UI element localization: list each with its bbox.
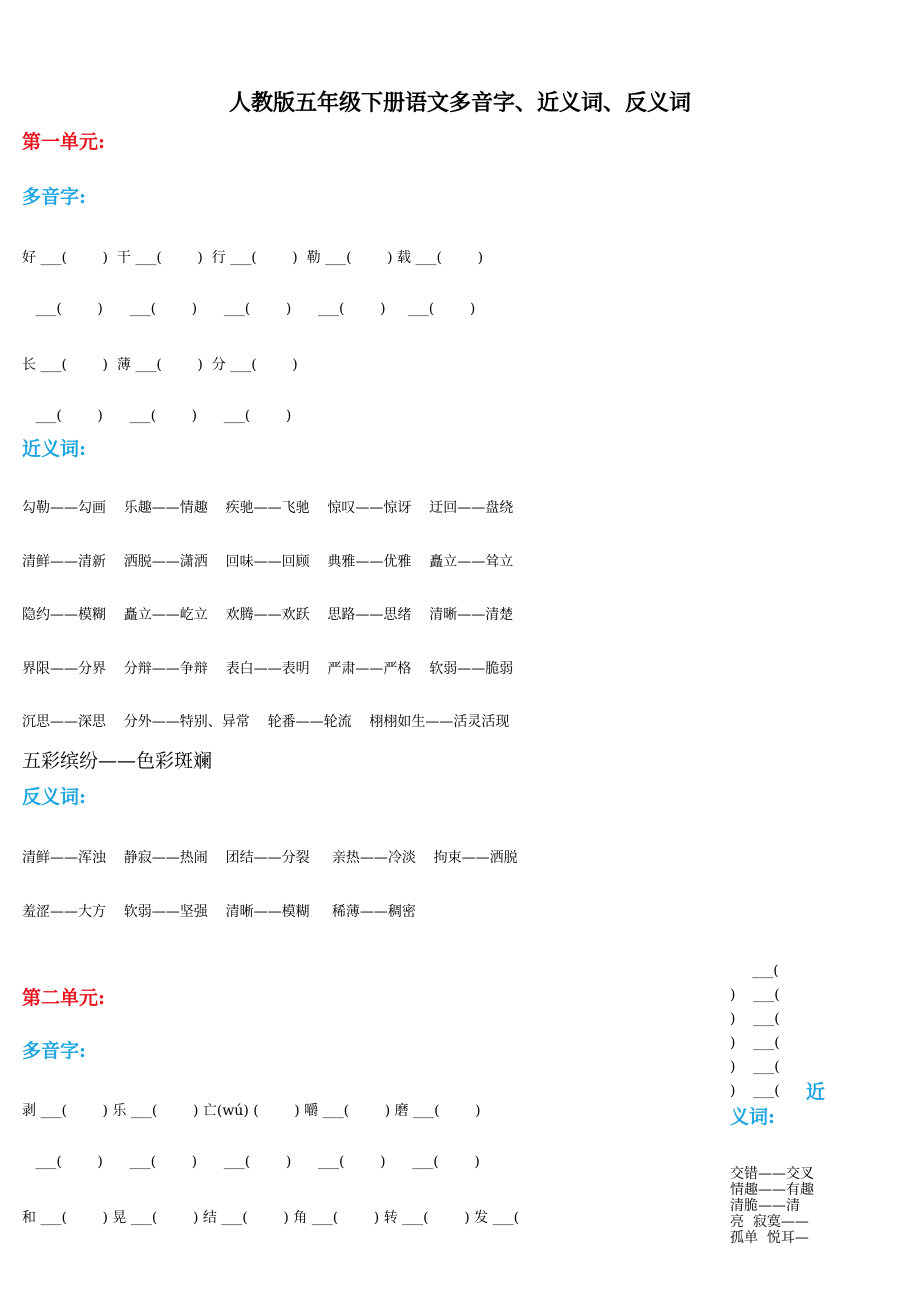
synonym-extra: 五彩缤纷——色彩斑斓: [22, 750, 213, 772]
overflow-blank-line: ) ___(: [730, 987, 780, 1003]
unit2-heading: 第二单元:: [22, 987, 106, 1009]
overflow-heading-part2: 义词:: [730, 1106, 776, 1128]
overflow-text-line: 清脆——清: [730, 1198, 800, 1214]
overflow-text-line: 交错——交叉: [730, 1166, 814, 1182]
unit2-polyphones-heading: 多音字:: [22, 1040, 87, 1062]
unit1-polyphone-row: 长 ___( ) 薄 ___( ) 分 ___( ): [22, 357, 298, 373]
unit1-polyphone-row: 好 ___( ) 干 ___( ) 行 ___( ) 勒 ___( ) 载 ___( ): [22, 250, 484, 266]
antonym-row: 羞涩——大方 软弱——坚强 清晰——模糊 稀薄——稠密: [22, 904, 416, 920]
synonym-row: 界限——分界 分辩——争辩 表白——表明 严肃——严格 软弱——脆弱: [22, 661, 514, 677]
unit1-polyphone-row: ___( ) ___( ) ___( ): [22, 408, 292, 424]
unit1-antonyms-heading: 反义词:: [22, 786, 87, 808]
overflow-text-line: 孤单 悦耳—: [730, 1230, 809, 1246]
overflow-text-line: 情趣——有趣: [730, 1182, 814, 1198]
overflow-text-line: 亮 寂寞——: [730, 1214, 809, 1230]
unit1-polyphones-heading: 多音字:: [22, 186, 87, 208]
unit2-polyphone-row: 和 ___( ) 晃 ___( ) 结 ___( ) 角 ___( ) 转 ___( ) 发 ___(: [22, 1210, 520, 1226]
page-title: 人教版五年级下册语文多音字、近义词、反义词: [228, 90, 691, 116]
antonym-row: 清鲜——浑浊 静寂——热闹 团结——分裂 亲热——冷淡 拘束——洒脱: [22, 850, 518, 866]
overflow-blank-line: ) ___(: [730, 1035, 780, 1051]
synonym-row: 清鲜——清新 洒脱——潇洒 回味——回顾 典雅——优雅 矗立——耸立: [22, 554, 514, 570]
synonym-row: 勾勒——勾画 乐趣——情趣 疾驰——飞驰 惊叹——惊讶 迂回——盘绕: [22, 500, 514, 516]
overflow-blank-line: ) ___(: [730, 1059, 780, 1075]
synonym-row: 沉思——深思 分外——特别、异常 轮番——轮流 栩栩如生——活灵活现: [22, 714, 510, 730]
unit1-synonyms-heading: 近义词:: [22, 438, 87, 460]
unit2-polyphone-row: ___( ) ___( ) ___( ) ___( ) ___( ): [22, 1154, 480, 1170]
synonym-row: 隐约——模糊 矗立——屹立 欢腾——欢跃 思路——思绪 清晰——清楚: [22, 607, 514, 623]
overflow-blank-line: ___(: [730, 963, 779, 979]
unit1-polyphone-row: ___( ) ___( ) ___( ) ___( ) ___( ): [22, 301, 476, 317]
unit1-heading: 第一单元:: [22, 131, 106, 153]
overflow-heading-part1: 近: [806, 1081, 826, 1103]
unit2-polyphone-row: 剥 ___( ) 乐 ___( ) 亡(wú) ( ) 嚼 ___( ) 磨 ___( ): [22, 1103, 481, 1119]
overflow-blank-line: ) ___(: [730, 1011, 780, 1027]
overflow-blank-line: ) ___(: [730, 1083, 780, 1099]
